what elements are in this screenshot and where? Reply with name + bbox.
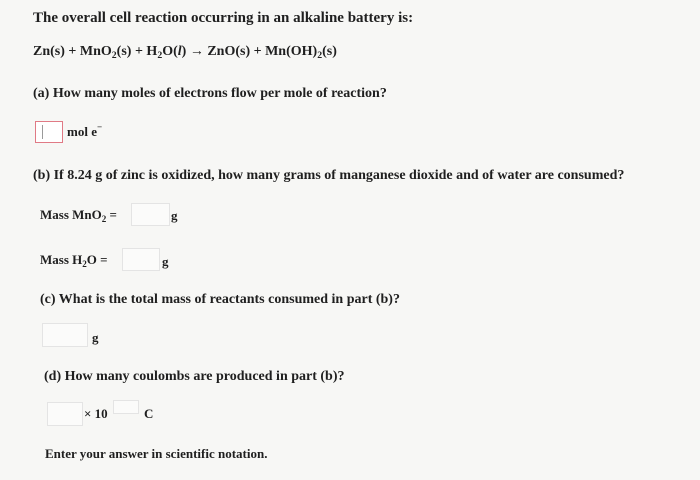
coulombs-mantissa-input[interactable] (47, 402, 83, 426)
mass-h2o-unit: g (162, 254, 169, 269)
coulombs-unit: C (144, 406, 154, 421)
coulombs-exponent-input[interactable] (113, 400, 139, 414)
mass-mno2-label: Mass MnO$_2$ = (40, 207, 117, 224)
part-d-prompt: (d) How many coulombs are produced in part (b)? (44, 369, 345, 384)
question-intro: The overall cell reaction occurring in an alkaline battery is: (33, 10, 414, 26)
scientific-notation-note: Enter your answer in scientific notation. (45, 446, 268, 461)
text-caret (42, 125, 43, 139)
mass-mno2-input[interactable] (131, 203, 170, 226)
part-b-prompt: (b) If 8.24 g of zinc is oxidized, how many grams of manganese dioxide and of water are consumed? (33, 168, 625, 183)
electrons-unit: mol e− (67, 122, 103, 139)
reaction-equation: $Zn(s) + MnO_2(s) + H_2O(l) \to ZnO(s) + Mn(OH)_2(s)$ (33, 44, 337, 61)
part-a-answer-row (35, 120, 102, 144)
part-a-prompt: (a) How many moles of electrons flow per mole of reaction? (33, 86, 387, 101)
part-c-prompt: (c) What is the total mass of reactants consumed in part (b)? (40, 292, 400, 307)
total-mass-input[interactable] (42, 323, 88, 347)
mass-h2o-input[interactable] (122, 248, 160, 271)
mass-mno2-unit: g (171, 208, 178, 223)
electrons-input[interactable] (35, 121, 63, 143)
times-ten-label: × 10 (84, 406, 108, 421)
total-mass-unit: g (92, 330, 99, 345)
mass-h2o-label: Mass $H_2O$ = (40, 252, 108, 269)
